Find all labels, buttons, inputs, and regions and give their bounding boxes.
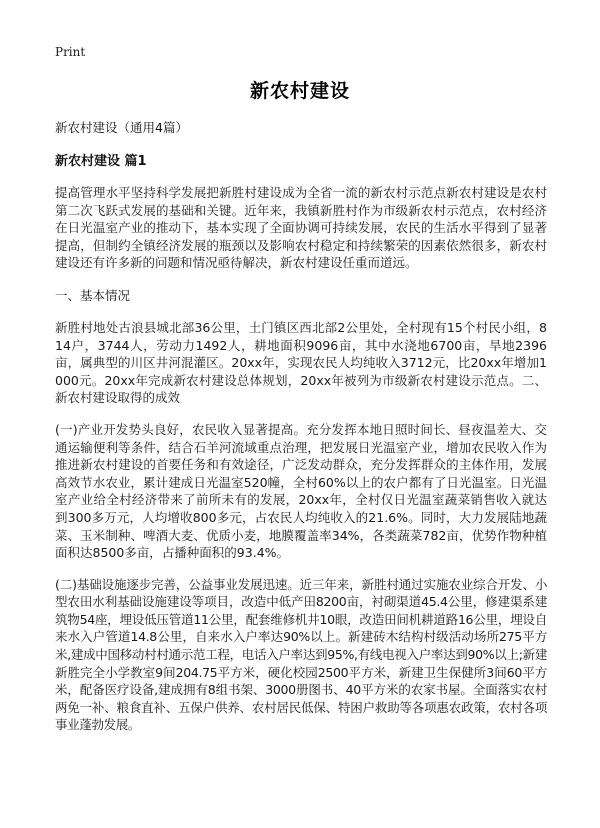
intro-paragraph: 提高管理水平坚持科学发展把新胜村建设成为全省一流的新农村示范点新农村建设是农村第二次飞跃式发展的基础和关键。近年来，我镇新胜村作为市级新农村示范点，农村经济在日光温室产业的推动下，基本实现了全面协调可持续发展，农民的生活水平得到了显著提高，但制约全镇经济发展的瓶颈以及影响农村稳定和持续繁荣的因素依然很多，新农村建设还有许多新的问题和情况亟待解决，新农村建设任重而道远。 xyxy=(55,185,547,271)
document-body xyxy=(55,118,547,748)
print-link[interactable]: Print xyxy=(55,45,86,59)
basic-situation-paragraph: 新胜村地处古浪县城北部36公里，土门镇区西北部2公里处，全村现有15个村民小组，814户，3744人，劳动力1492人，耕地面积9096亩，其中水浇地6700亩，旱地2396亩，属典型的川区井河混灌区。20xx年，实现农民人均纯收入3712元，比20xx年增加1000元。20xx年完成新农村建设总体规划，20xx年被列为市级新农村建设示范点。二、新农村建设取得的成效 xyxy=(55,319,547,406)
page-title: 新农村建设 xyxy=(249,80,350,102)
document-subtitle: 新农村建设（通用4篇） xyxy=(55,120,188,135)
article-heading: 新农村建设 篇1 xyxy=(55,154,147,169)
infrastructure-paragraph: (二)基础设施逐步完善，公益事业发展迅速。近三年来，新胜村通过实施农业综合开发、小型农田水利基础设施建设等项目，改造中低产田8200亩，衬砌渠道45.4公里，修建渠系建筑物54座，埋设低压管道11公里，配套维修机井10眼，改造田间机耕道路16公里，埋设自来水入户管道14.8公里，自来水入户率达90%以上。新建砖木结构村级活动场所275平方米,建成中国移动村村通示范工程，电话入户率达到95%,有线电视入户率达到90%以上;新建新胜完全小学教室9间204.75平方米，硬化校园2500平方米，新建卫生保健所3间60平方米，配备医疗设备,建成拥有8组书架、3000册图书、40平方米的农家书屋。全面落实农村两免一补、粮食直补、五保户供养、农村居民低保、特困户救助等各项惠农政策，农村各项事业蓬勃发展。 xyxy=(55,576,547,733)
section-heading-basic-situation: 一、基本情况 xyxy=(55,287,131,303)
industry-development-paragraph: (一)产业开发势头良好，农民收入显著提高。充分发挥本地日照时间长、昼夜温差大、交通运输便利等条件，结合石羊河流域重点治理，把发展日光温室产业，增加农民收入作为推进新农村建设的首要任务和有效途径，广泛发动群众，充分发挥群众的主体作用，发展高效节水农业，累计建成日光温室520幢，全村60%以上的农户都有了日光温室。日光温室产业给全村经济带来了前所未有的发展，20xx年，全村仅日光温室蔬菜销售收入就达到300多万元，人均增收800多元，占农民人均纯收入的21.6%。同时，大力发展陆地蔬菜、玉米制种、啤酒大麦、优质小麦，地膜覆盖率34%，各类蔬菜782亩，优势作物种植面积达8500多亩，占播种面积的93.4%。 xyxy=(55,421,547,561)
